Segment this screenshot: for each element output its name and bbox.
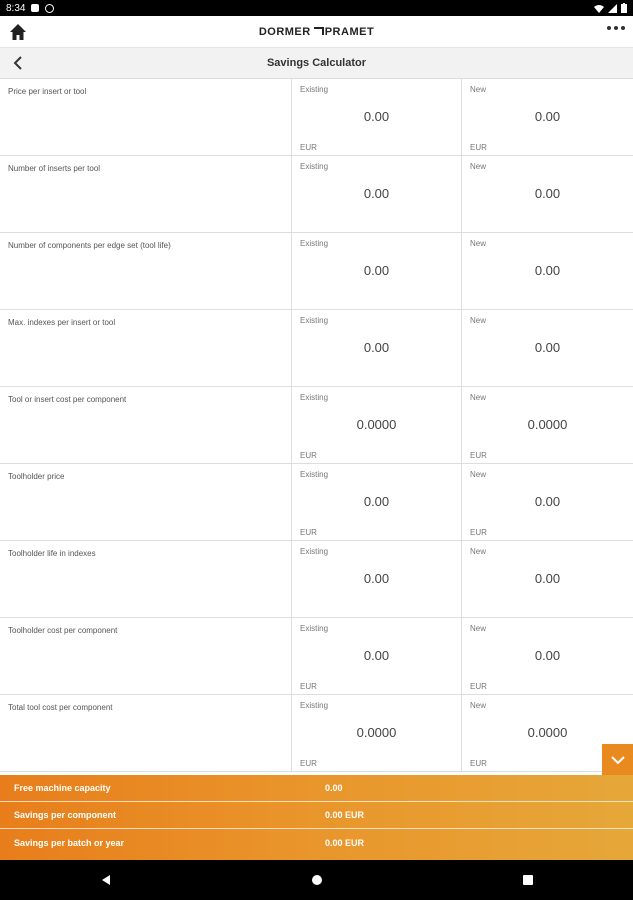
more-icon[interactable] xyxy=(607,26,625,30)
new-value[interactable]: 0.00 xyxy=(534,494,561,509)
existing-unit: EUR xyxy=(300,682,317,691)
app-header xyxy=(0,16,633,48)
row-label: Total tool cost per component xyxy=(0,695,292,771)
brand-right: PRAMET xyxy=(324,25,375,38)
existing-caption: Existing xyxy=(300,85,329,94)
existing-field[interactable] xyxy=(292,695,462,771)
page-header xyxy=(0,48,633,79)
battery-icon xyxy=(621,3,627,13)
table-row xyxy=(0,695,633,772)
new-caption: New xyxy=(470,85,487,94)
new-field[interactable] xyxy=(462,464,633,540)
existing-unit: EUR xyxy=(300,451,317,460)
row-label: Number of inserts per tool xyxy=(0,156,292,232)
existing-value[interactable]: 0.0000 xyxy=(356,725,397,740)
existing-caption: Existing xyxy=(300,547,329,556)
table-row xyxy=(0,618,633,695)
existing-unit: EUR xyxy=(300,759,317,768)
status-time: 8:34 xyxy=(6,2,26,14)
existing-field[interactable] xyxy=(292,387,462,463)
table-row xyxy=(0,79,633,156)
new-value[interactable]: 0.00 xyxy=(534,263,561,278)
existing-field[interactable] xyxy=(292,310,462,386)
square-recents-icon[interactable] xyxy=(513,865,543,895)
brand-mark-icon xyxy=(314,27,324,35)
results-panel xyxy=(0,775,633,860)
triangle-back-icon[interactable] xyxy=(91,865,121,895)
new-value[interactable]: 0.0000 xyxy=(527,417,568,432)
status-bar xyxy=(0,0,633,16)
row-label: Max. indexes per insert or tool xyxy=(0,310,292,386)
wifi-icon xyxy=(594,4,604,13)
table-row xyxy=(0,464,633,541)
existing-field[interactable] xyxy=(292,79,462,155)
existing-value[interactable]: 0.00 xyxy=(363,494,390,509)
result-row xyxy=(0,775,633,802)
existing-value[interactable]: 0.00 xyxy=(363,186,390,201)
result-row xyxy=(0,802,633,829)
notification-icon xyxy=(31,4,39,12)
new-unit: EUR xyxy=(470,451,487,460)
new-value[interactable]: 0.00 xyxy=(534,571,561,586)
existing-caption: Existing xyxy=(300,162,329,171)
table-row xyxy=(0,233,633,310)
existing-caption: Existing xyxy=(300,239,329,248)
calculator-table xyxy=(0,79,633,772)
existing-caption: Existing xyxy=(300,393,329,402)
existing-field[interactable] xyxy=(292,618,462,694)
new-caption: New xyxy=(470,547,487,556)
existing-value[interactable]: 0.00 xyxy=(363,648,390,663)
new-field[interactable] xyxy=(462,156,633,232)
existing-caption: Existing xyxy=(300,316,329,325)
existing-field[interactable] xyxy=(292,541,462,617)
new-caption: New xyxy=(470,162,487,171)
new-unit: EUR xyxy=(470,759,487,768)
table-row xyxy=(0,387,633,464)
existing-field[interactable] xyxy=(292,233,462,309)
new-value[interactable]: 0.0000 xyxy=(527,725,568,740)
row-label: Tool or insert cost per component xyxy=(0,387,292,463)
new-value[interactable]: 0.00 xyxy=(534,340,561,355)
existing-unit: EUR xyxy=(300,528,317,537)
existing-field[interactable] xyxy=(292,156,462,232)
new-field[interactable] xyxy=(462,233,633,309)
new-value[interactable]: 0.00 xyxy=(534,109,561,124)
new-unit: EUR xyxy=(470,143,487,152)
result-value: 0.00 EUR xyxy=(325,837,365,848)
system-nav-bar xyxy=(0,860,633,900)
brand-left: DORMER xyxy=(258,25,311,38)
new-value[interactable]: 0.00 xyxy=(534,648,561,663)
row-label: Toolholder life in indexes xyxy=(0,541,292,617)
new-caption: New xyxy=(470,316,487,325)
page-title: Savings Calculator xyxy=(266,57,367,69)
existing-value[interactable]: 0.0000 xyxy=(356,417,397,432)
table-row xyxy=(0,541,633,618)
chevron-down-icon[interactable] xyxy=(602,744,633,775)
new-unit: EUR xyxy=(470,682,487,691)
existing-value[interactable]: 0.00 xyxy=(363,263,390,278)
result-value: 0.00 xyxy=(325,783,343,793)
new-field[interactable] xyxy=(462,310,633,386)
result-label: Savings per batch or year xyxy=(14,837,125,848)
existing-caption: Existing xyxy=(300,470,329,479)
row-label: Price per insert or tool xyxy=(0,79,292,155)
new-field[interactable] xyxy=(462,618,633,694)
new-caption: New xyxy=(470,701,487,710)
existing-caption: Existing xyxy=(300,701,329,710)
new-caption: New xyxy=(470,239,487,248)
row-label: Toolholder cost per component xyxy=(0,618,292,694)
result-label: Free machine capacity xyxy=(14,783,111,793)
existing-field[interactable] xyxy=(292,464,462,540)
existing-unit: EUR xyxy=(300,143,317,152)
table-row xyxy=(0,156,633,233)
result-row xyxy=(0,829,633,856)
new-field[interactable] xyxy=(462,79,633,155)
circle-home-icon[interactable] xyxy=(302,865,332,895)
signal-icon xyxy=(608,4,617,13)
new-field[interactable] xyxy=(462,541,633,617)
new-field[interactable] xyxy=(462,387,633,463)
new-caption: New xyxy=(470,393,487,402)
result-label: Savings per component xyxy=(14,810,117,820)
new-value[interactable]: 0.00 xyxy=(534,186,561,201)
existing-value[interactable]: 0.00 xyxy=(363,340,390,355)
sync-icon xyxy=(45,4,54,13)
table-row xyxy=(0,310,633,387)
result-value: 0.00 EUR xyxy=(325,810,365,820)
new-caption: New xyxy=(470,624,487,633)
existing-value[interactable]: 0.00 xyxy=(363,571,390,586)
row-label: Number of components per edge set (tool life) xyxy=(0,233,292,309)
new-unit: EUR xyxy=(470,528,487,537)
existing-value[interactable]: 0.00 xyxy=(363,109,390,124)
brand-logo xyxy=(0,26,633,38)
existing-caption: Existing xyxy=(300,624,329,633)
new-caption: New xyxy=(470,470,487,479)
row-label: Toolholder price xyxy=(0,464,292,540)
